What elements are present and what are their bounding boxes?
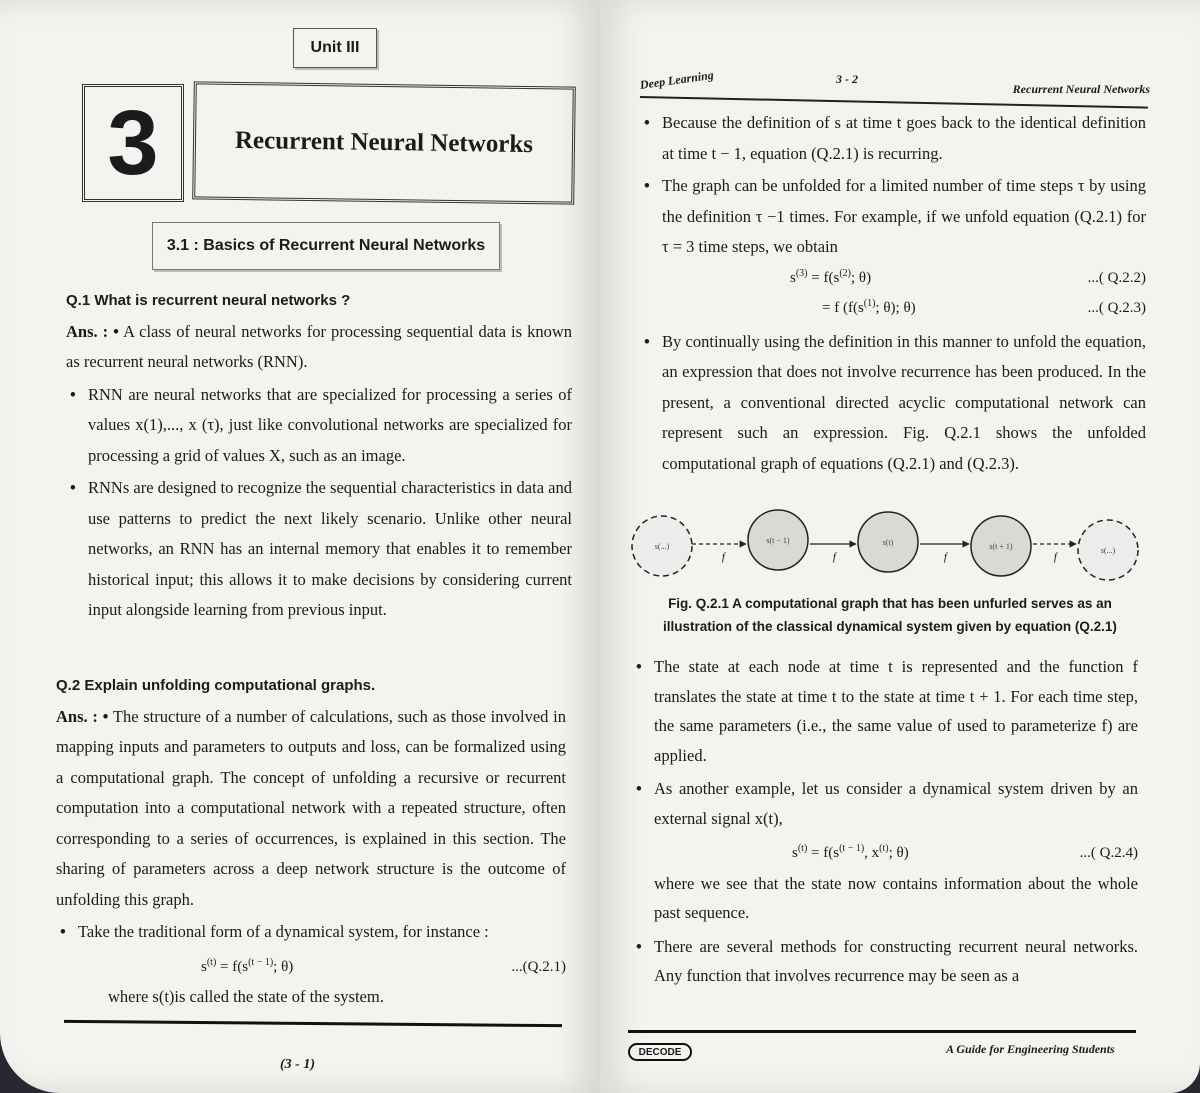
equation-q22 bbox=[640, 263, 1146, 293]
right-top-block bbox=[640, 108, 1146, 479]
right-bullet-3: • By continually using the definition in this manner to unfold the equation, an expression that does not involve recurrence has been produced. In the present, a conventional directed acyclic computational network can represent such an expression. Fig. Q.2.1 shows the unfolded computational graph of equations (Q.2.1) and (Q.2.3). bbox=[640, 327, 1146, 480]
unit-label: Unit III bbox=[293, 28, 377, 68]
header-right: Recurrent Neural Networks bbox=[1012, 82, 1150, 96]
computational-graph bbox=[630, 508, 1145, 588]
footer-tagline: A Guide for Engineering Students bbox=[946, 1042, 1115, 1056]
right-bullet-4: • The state at each node at time t is represented and the function f translates the state at time t to the state at time t + 1. For each time step, the same parameters (i.e., the same value of used to parameterize f) are applied. bbox=[632, 652, 1138, 770]
equation-q24-number: ...( Q.2.4) bbox=[1079, 845, 1138, 861]
right-bullet-1: • Because the definition of s at time t goes back to the identical definition at time t − 1, equation (Q.2.1) is recurring. bbox=[640, 108, 1146, 169]
bottom-rule-right bbox=[628, 1030, 1136, 1033]
section-title: 3.1 : Basics of Recurrent Neural Networks bbox=[152, 222, 500, 270]
decode-logo: DECODE bbox=[628, 1043, 692, 1061]
graph-node-5-label: s(...) bbox=[1100, 546, 1116, 555]
right-bottom-block bbox=[632, 652, 1138, 991]
graph-node-2-label: s(t − 1) bbox=[766, 536, 790, 545]
q2-bullet: • Take the traditional form of a dynamical system, for instance : bbox=[56, 917, 566, 948]
equation-q21-number: ...(Q.2.1) bbox=[511, 958, 566, 975]
equation-q23 bbox=[640, 293, 1146, 323]
graph-node-4-label: s(t + 1) bbox=[989, 542, 1013, 551]
q1-answer bbox=[66, 317, 572, 378]
q2-block bbox=[56, 671, 566, 1013]
equation-q22-expr: $s^{(3)} = f(s^{(2)}$; θ) bbox=[790, 267, 872, 286]
equation-q23-number: ...( Q.2.3) bbox=[1087, 299, 1146, 316]
equation-q21-expr: $s^{(t)} = f(s^{(t - 1)}$; θ) bbox=[201, 956, 294, 975]
equation-q23-expr: = f ($f(s^{(1)}$; θ); θ) bbox=[822, 297, 916, 316]
q1-ans-text: A class of neural networks for processing sequential data is known as recurrent neural networks (RNN). bbox=[66, 321, 572, 371]
right-bullet-5: • As another example, let us consider a dynamical system driven by an external signal x(t), bbox=[632, 774, 1138, 833]
q1-bullet-1: • RNN are neural networks that are specialized for processing a series of values x(1),..., x (τ), just like convolutional networks are specialized for processing a grid of values X, such as an image. bbox=[66, 380, 572, 472]
equation-q22-number: ...( Q.2.2) bbox=[1087, 269, 1146, 286]
header-left: Deep Learning bbox=[638, 67, 715, 92]
q1-bullet-2: • RNNs are designed to recognize the sequential characteristics in data and use patterns to predict the next likely scenario. Unlike other neural networks, an RNN has an internal memory that enables it to remember historical input; this allows it to make decisions by considering current input alongside learning from previous input. bbox=[66, 473, 572, 626]
right-bullet-6: • There are several methods for constructing recurrent neural networks. Any function that involves recurrence may be seen as a bbox=[632, 932, 1138, 991]
edge-label-3: f bbox=[944, 552, 947, 563]
q1-question: Q.1 What is recurrent neural networks ? bbox=[66, 292, 351, 309]
chapter-title: Recurrent Neural Networks bbox=[192, 81, 576, 204]
graph-node-1-label: s(...) bbox=[654, 542, 670, 551]
edge-label-4: f bbox=[1054, 552, 1057, 563]
after-eq4: where we see that the state now contains information about the whole past sequence. bbox=[654, 873, 1138, 922]
computational-graph-svg bbox=[630, 508, 1145, 588]
edge-label-2: f bbox=[833, 552, 836, 563]
figure-caption: Fig. Q.2.1 A computational graph that has been unfurled serves as an illustration of the classical dynamical system given by equation (Q.2.1) bbox=[663, 596, 1117, 634]
bottom-rule-left bbox=[64, 1020, 562, 1027]
chapter-number: 3 bbox=[82, 84, 184, 202]
graph-node-3-label: s(t) bbox=[882, 538, 894, 547]
equation-q24-expr: $s^{(t)} = f(s^{(t - 1)}$, $x^{(t)}$; θ) bbox=[792, 843, 909, 861]
q1-block bbox=[66, 286, 572, 626]
header-page-number: 3 - 2 bbox=[836, 72, 858, 86]
q2-ans-label: Ans. : • bbox=[56, 706, 109, 726]
q2-question: Q.2 Explain unfolding computational graphs. bbox=[56, 677, 376, 694]
q2-ans-text: The structure of a number of calculations, such as those involved in mapping inputs and parameters to outputs and loss, can be formalized using a computational graph. The concept of unfolding a recursive or recurrent computation into a computational network with a repeated structure, often corresponding to a series of occurrences, is explained in this section. The sharing of parameters across a deep network structure is the outcome of unfolding this graph. bbox=[56, 706, 566, 909]
q1-ans-label: Ans. : • bbox=[66, 321, 119, 341]
q2-after-eq: where s(t)is called the state of the system. bbox=[108, 987, 384, 1006]
equation-q21 bbox=[56, 952, 566, 983]
page-number-left: (3 - 1) bbox=[280, 1057, 315, 1072]
equation-q24 bbox=[632, 839, 1138, 869]
q2-answer bbox=[56, 702, 566, 916]
right-bullet-2: • The graph can be unfolded for a limited number of time steps τ by using the definition τ −1 times. For example, if we unfold equation (Q.2.1) for τ = 3 time steps, we obtain bbox=[640, 171, 1146, 263]
edge-label-1: f bbox=[722, 552, 725, 563]
